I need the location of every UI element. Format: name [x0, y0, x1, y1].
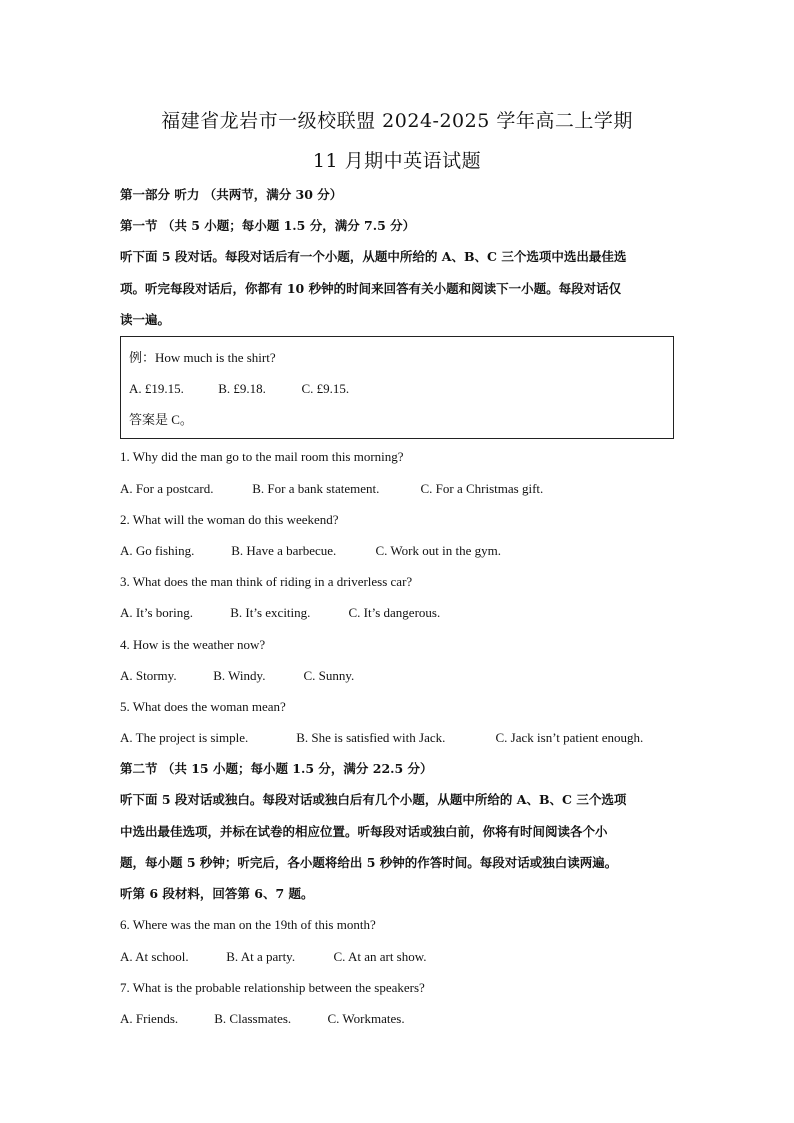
part1-heading: 第一部分 听力 （共两节，满分 30 分） — [120, 187, 343, 202]
question-options — [120, 604, 680, 622]
section1-instruction-line: 读一遍。 — [120, 312, 171, 327]
option-c: C. Jack isn’t patient enough. — [495, 730, 644, 745]
option-b: B. At a party. — [226, 949, 296, 964]
option-a: A. It’s boring. — [120, 605, 193, 620]
option-c: C. Sunny. — [303, 668, 355, 683]
example-question: 例：How much is the shirt? — [129, 350, 276, 365]
option-a: A. Go fishing. — [120, 543, 195, 558]
example-option: A. £19.15. — [129, 381, 184, 396]
option-a: A. The project is simple. — [120, 730, 249, 745]
question-options — [120, 948, 680, 966]
material-note: 听第 6 段材料，回答第 6、7 题。 — [120, 886, 314, 901]
option-c: C. Workmates. — [327, 1011, 405, 1026]
option-a: A. For a postcard. — [120, 481, 214, 496]
question-options — [120, 480, 680, 498]
option-c: C. At an art show. — [333, 949, 427, 964]
question-text: 7. What is the probable relationship between the speakers? — [120, 980, 425, 995]
section1-instruction-line: 听下面 5 段对话。每段对话后有一个小题，从题中所给的 A、B、C 三个选项中选出最佳选 — [120, 249, 627, 264]
section2-instruction-line: 题，每小题 5 秒钟；听完后，各小题将给出 5 秒钟的作答时间。每段对话或独白读两遍。 — [120, 855, 618, 870]
example-option: C. £9.15. — [301, 381, 350, 396]
question-options — [120, 667, 680, 685]
question-options — [120, 542, 680, 560]
exam-title-line2: 11 月期中英语试题 — [312, 150, 482, 172]
example-option: B. £9.18. — [218, 381, 266, 396]
example-options — [129, 380, 669, 398]
example-answer: 答案是 C。 — [129, 412, 193, 427]
option-b: B. Have a barbecue. — [231, 543, 337, 558]
exam-title-line1: 福建省龙岩市一级校联盟 2024-2025 学年高二上学期 — [161, 110, 633, 132]
option-c: C. Work out in the gym. — [375, 543, 501, 558]
option-b: B. For a bank statement. — [252, 481, 380, 496]
section1-heading: 第一节 （共 5 小题；每小题 1.5 分，满分 7.5 分） — [120, 218, 416, 233]
option-b: B. Classmates. — [214, 1011, 292, 1026]
option-b: B. It’s exciting. — [230, 605, 311, 620]
option-b: B. She is satisfied with Jack. — [296, 730, 446, 745]
option-c: C. For a Christmas gift. — [420, 481, 544, 496]
question-options — [120, 1010, 680, 1028]
question-options — [120, 729, 680, 747]
section2-instruction-line: 听下面 5 段对话或独白。每段对话或独白后有几个小题，从题中所给的 A、B、C 三个选项 — [120, 792, 627, 807]
option-a: A. Stormy. — [120, 668, 177, 683]
question-text: 6. Where was the man on the 19th of this month? — [120, 917, 376, 932]
question-text: 4. How is the weather now? — [120, 637, 266, 652]
option-a: A. At school. — [120, 949, 189, 964]
option-a: A. Friends. — [120, 1011, 179, 1026]
section2-heading: 第二节 （共 15 小题；每小题 1.5 分，满分 22.5 分） — [120, 761, 433, 776]
example-box — [120, 336, 674, 439]
question-text: 3. What does the man think of riding in a driverless car? — [120, 574, 413, 589]
question-text: 1. Why did the man go to the mail room this morning? — [120, 449, 404, 464]
section1-instruction-line: 项。听完每段对话后，你都有 10 秒钟的时间来回答有关小题和阅读下一小题。每段对话仅 — [120, 281, 622, 296]
option-b: B. Windy. — [213, 668, 266, 683]
option-c: C. It’s dangerous. — [348, 605, 441, 620]
question-text: 2. What will the woman do this weekend? — [120, 512, 339, 527]
question-text: 5. What does the woman mean? — [120, 699, 286, 714]
section2-instruction-line: 中选出最佳选项，并标在试卷的相应位置。听每段对话或独白前，你将有时间阅读各个小 — [120, 824, 608, 839]
